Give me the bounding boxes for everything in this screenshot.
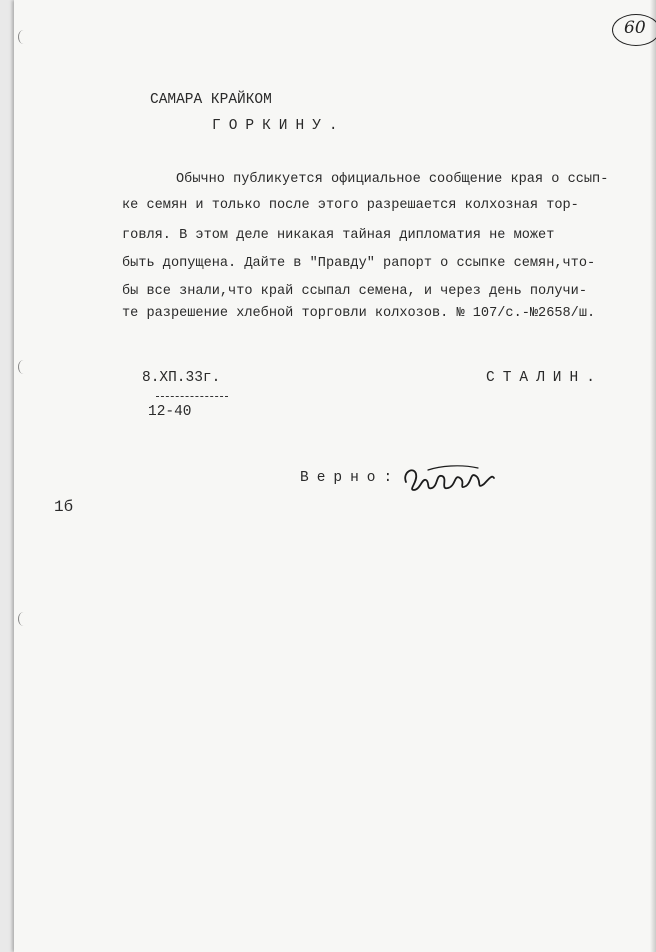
handwritten-signature: [400, 460, 500, 500]
document-date: 8.ХП.33г.: [142, 370, 221, 386]
body-line-2: ке семян и только после этого разрешается колхозная тор-: [122, 198, 579, 213]
punch-hole-mark: [18, 612, 29, 626]
punch-hole-mark: [18, 30, 29, 44]
page-edge-shadow: [650, 0, 656, 952]
body-line-5: бы все знали,что край ссыпал семена, и через день получи-: [122, 284, 587, 299]
body-line-1: Обычно публикуется официальное сообщение края о ссып-: [176, 172, 609, 187]
addressee-line-1: САМАРА КРАЙКОМ: [150, 92, 272, 108]
body-line-4: быть допущена. Дайте в "Правду" рапорт о ссыпке семян,что-: [122, 256, 596, 271]
date-underline: [156, 396, 228, 397]
margin-mark: 1б: [54, 498, 74, 516]
document-time: 12-40: [148, 404, 192, 420]
addressee-line-2: ГОРКИНУ.: [212, 118, 346, 134]
body-line-6: те разрешение хлебной торговли колхозов. № 107/с.-№2658/ш.: [122, 306, 596, 321]
punch-hole-mark: [18, 360, 29, 374]
body-line-3: говля. В этом деле никакая тайная дипломатия не может: [122, 228, 555, 243]
archive-page-number: 60: [624, 18, 646, 38]
certified-label: Верно:: [300, 470, 401, 486]
signature-name: СТАЛИН.: [486, 370, 603, 386]
document-page: [14, 0, 656, 952]
